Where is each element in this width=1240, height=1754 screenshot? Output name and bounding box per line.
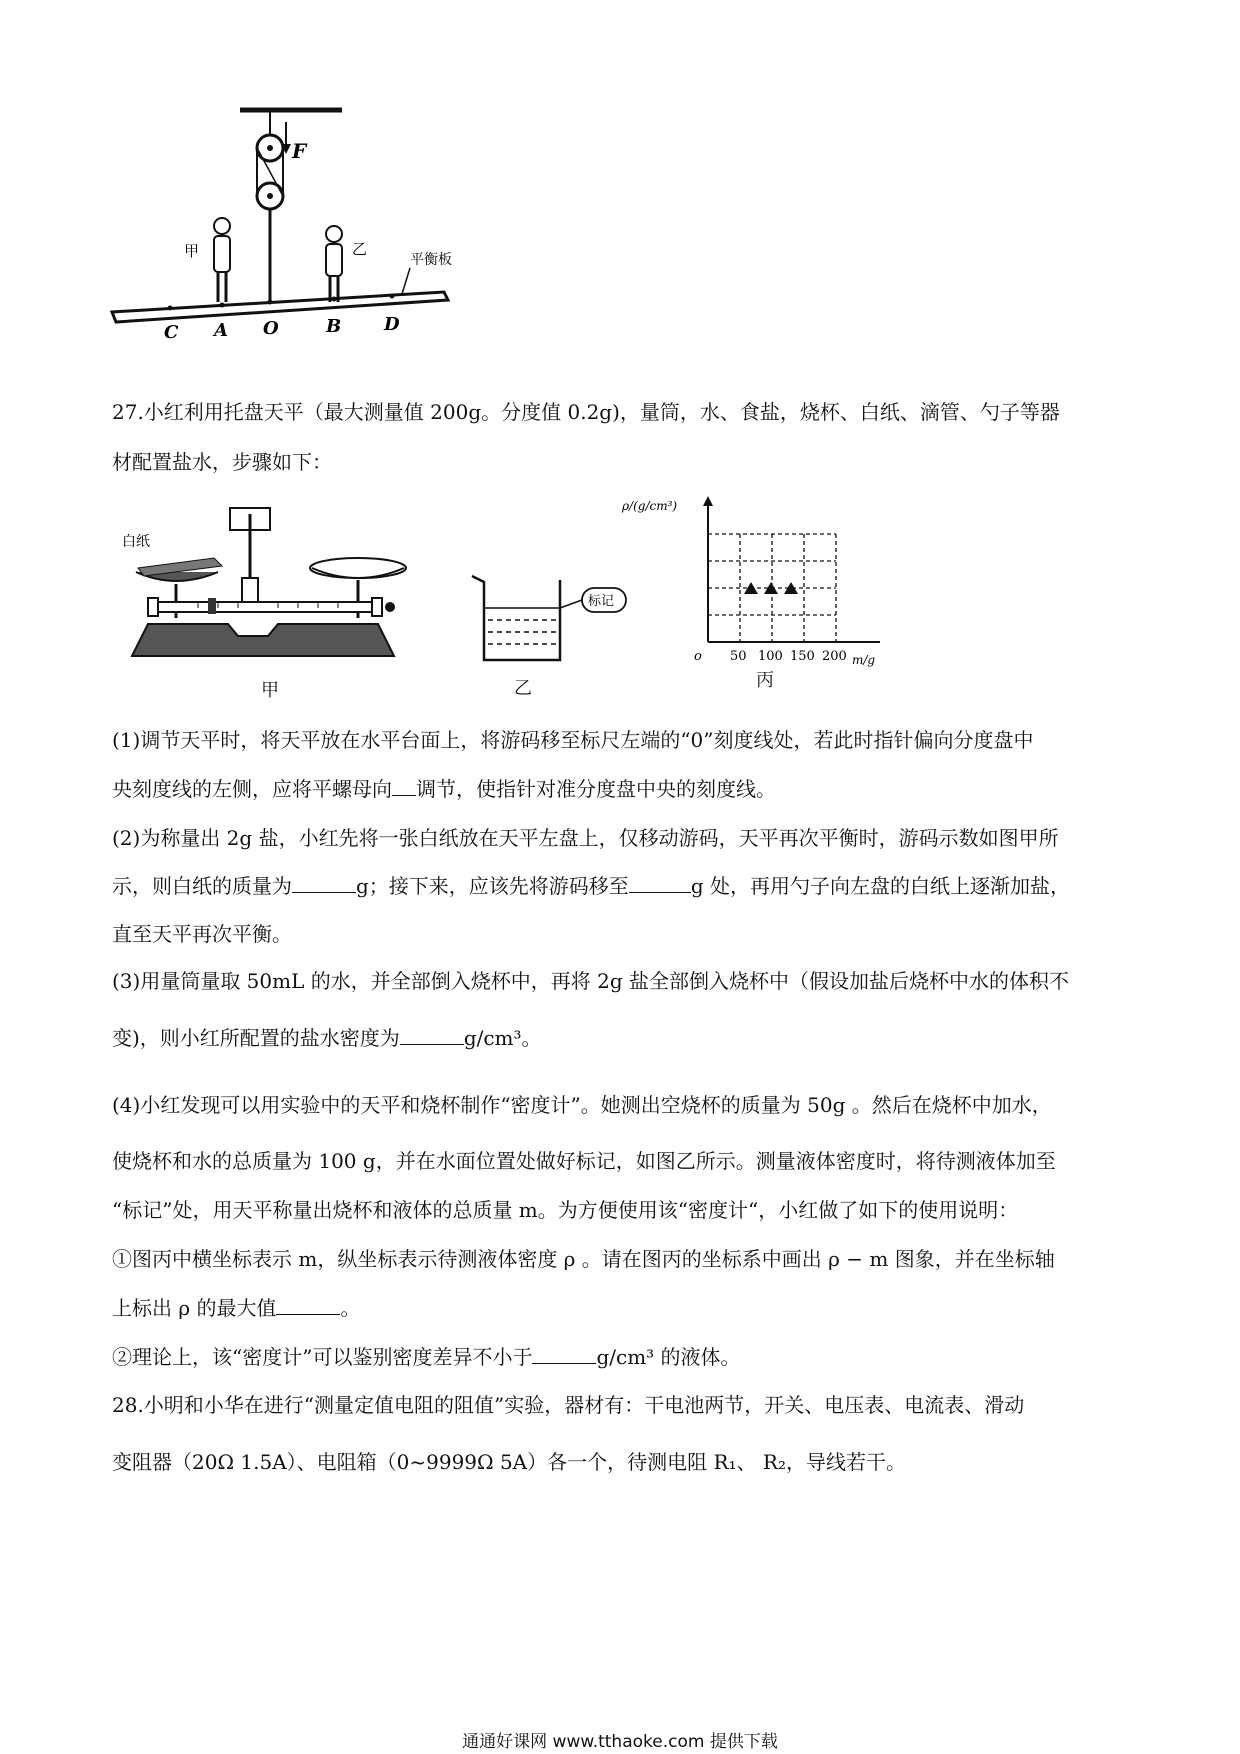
q27-intro-line2: 材配置盐水，步骤如下： <box>112 450 332 474</box>
person-yi <box>326 226 342 302</box>
answer-blank-1[interactable] <box>392 777 416 796</box>
point-b: B <box>326 316 342 337</box>
q27-part2-line2: 示，则白纸的质量为 g；接下来，应该先将游码移至 g 处，再用勺子向左盘的白纸上逐渐加盐， <box>112 874 1070 898</box>
answer-blank-5[interactable] <box>276 1296 340 1315</box>
q27-part3-line1: (3)用量筒量取 50mL 的水，并全部倒入烧杯中，再将 2g 盐全部倒入烧杯中（假设加盐后烧杯中水的体积不 <box>112 969 1069 993</box>
q27-part2-line1: (2)为称量出 2g 盐，小红先将一张白纸放在天平左盘上，仅移动游码，天平再次平衡时，游码示数如图甲所 <box>112 826 1059 850</box>
figure-jia-caption: 甲 <box>261 680 279 701</box>
person-yi-label: 乙 <box>352 240 368 258</box>
force-label: F <box>292 139 307 163</box>
q27-part4-line4: ①图丙中横坐标表示 m，纵坐标表示待测液体密度 ρ 。请在图丙的坐标系中画出 ρ − m 图象，并在坐标轴 <box>112 1247 1055 1271</box>
person-jia-label: 甲 <box>184 242 200 260</box>
q27-part1-line2: 央刻度线的左侧，应将平螺母向 调节，使指针对准分度盘中央的刻度线。 <box>112 777 776 801</box>
q27-part2-line3: 直至天平再次平衡。 <box>112 922 292 946</box>
graph-xlabel: m/g <box>852 653 876 667</box>
q27-part3-line2: 变)，则小红所配置的盐水密度为 g/cm³。 <box>112 1026 542 1050</box>
point-a: A <box>214 320 228 341</box>
beaker-mark-label: 标记 <box>588 594 615 609</box>
answer-blank-3[interactable] <box>629 874 691 893</box>
paper-label: 白纸 <box>122 534 150 550</box>
figure-yi-caption: 乙 <box>514 678 532 699</box>
q27-part4-line3: “标记”处，用天平称量出烧杯和液体的总质量 m。为方便使用该“密度计“，小红做了如下的使用说明： <box>112 1198 1019 1222</box>
answer-blank-2[interactable] <box>292 874 356 893</box>
point-d: D <box>384 314 400 335</box>
graph-xtick-100: 100 <box>758 649 783 664</box>
answer-blank-4[interactable] <box>400 1026 464 1045</box>
graph-xtick-150: 150 <box>790 649 815 664</box>
pulley-balance-board-figure <box>110 96 530 386</box>
q27-part4-line6: ②理论上，该“密度计”可以鉴别密度差异不小于 g/cm³ 的液体。 <box>112 1345 741 1369</box>
q27-part1-line1: (1)调节天平时，将天平放在水平台面上，将游码移至标尺左端的“0”刻度线处，若此时指针偏向分度盘中 <box>112 728 1034 752</box>
density-graph-figure <box>618 494 888 670</box>
q28-line1: 28.小明和小华在进行“测量定值电阻的阻值”实验，器材有：干电池两节，开关、电压表、电流表、滑动 <box>112 1393 1025 1417</box>
beaker-figure <box>470 574 630 670</box>
board-label: 平衡板 <box>410 252 452 268</box>
graph-origin: o <box>694 649 702 664</box>
q27-part4-line5: 上标出 ρ 的最大值 。 <box>112 1296 361 1320</box>
graph-ylabel: ρ/(g/cm³) <box>622 499 678 513</box>
q28-line2: 变阻器（20Ω 1.5A）、电阻箱（0~9999Ω 5A）各一个，待测电阻 R₁、 R₂，导线若干。 <box>112 1450 906 1474</box>
q27-part4-line2: 使烧杯和水的总质量为 100 g，并在水面位置处做好标记，如图乙所示。测量液体密度时，将待测液体加至 <box>112 1149 1056 1173</box>
q27-intro-line1: 27.小红利用托盘天平（最大测量值 200g。分度值 0.2g)，量筒，水、食盐，烧杯、白纸、滴管、勺子等器 <box>112 400 1060 424</box>
q27-part4-line1: (4)小红发现可以用实验中的天平和烧杯制作“密度计”。她测出空烧杯的质量为 50g 。然后在烧杯中加水， <box>112 1093 1052 1117</box>
figure-bing-caption: 丙 <box>756 670 774 691</box>
point-c: C <box>164 322 179 343</box>
person-jia <box>214 218 230 302</box>
answer-blank-6[interactable] <box>532 1345 596 1364</box>
graph-xtick-50: 50 <box>730 649 747 664</box>
balance-figure <box>118 506 408 666</box>
point-o: O <box>263 318 279 339</box>
graph-xtick-200: 200 <box>822 649 847 664</box>
page-footer: 通通好课网 www.tthaoke.com 提供下载 <box>462 1732 778 1752</box>
